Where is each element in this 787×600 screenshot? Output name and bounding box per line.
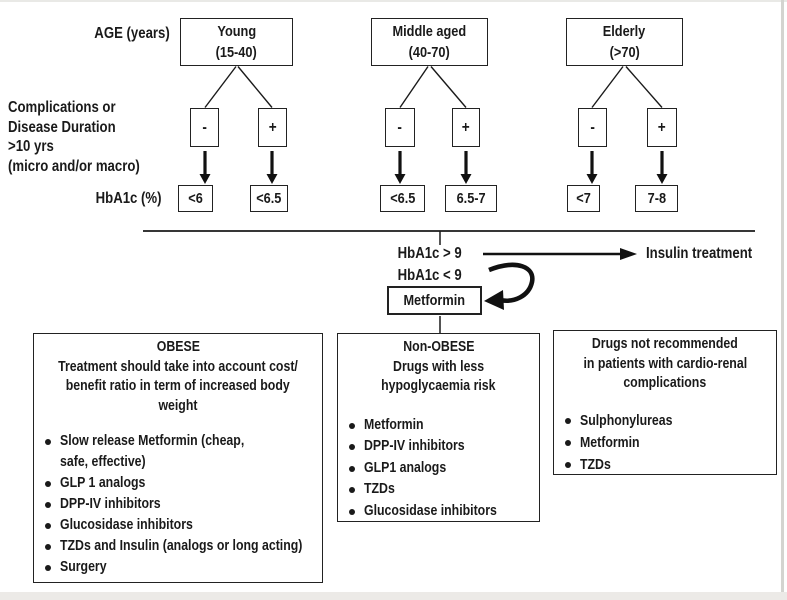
list-item: TZDs	[564, 454, 772, 476]
non-obese-box	[337, 333, 540, 522]
obese-subtitle: Treatment should take into account cost/ benefit ratio in term of increased body weight	[58, 358, 298, 414]
not-recommended-box	[553, 330, 777, 475]
obese-box	[33, 333, 323, 583]
non-obese-subtitle: Drugs with less hypoglycaemia risk	[381, 358, 496, 394]
age-box-young: Young (15-40)	[180, 18, 293, 66]
age-box-middle-aged: Middle aged (40-70)	[371, 18, 488, 66]
age-box-elderly: Elderly (>70)	[566, 18, 683, 66]
list-item: Metformin	[564, 432, 772, 454]
branch-minus-young: -	[190, 108, 219, 147]
non-obese-title: Non-OBESE	[402, 339, 475, 355]
hba1c-target-middle-minus: <6.5	[380, 185, 425, 212]
not-recommended-title: Drugs not recommended in patients with cardio-renal complications	[583, 336, 747, 391]
list-item: Surgery	[44, 557, 318, 578]
list-item: Sulphonylureas	[564, 410, 772, 432]
branch-lines	[205, 67, 662, 108]
insulin-treatment-label: Insulin treatment	[646, 245, 753, 262]
hba1c-target-elderly-plus: 7-8	[635, 185, 678, 212]
list-item: GLP1 analogs	[348, 458, 535, 480]
list-item: Metformin	[348, 415, 535, 437]
branch-minus-elderly: -	[578, 108, 607, 147]
list-item: Slow release Metformin (cheap, safe, effective)	[44, 431, 318, 473]
obese-drug-list	[34, 431, 322, 578]
list-item: Glucosidase inhibitors	[348, 501, 535, 523]
non-obese-drug-list	[338, 415, 539, 523]
hba1c-target-young-minus: <6	[178, 185, 213, 212]
not-recommended-drug-list	[554, 410, 776, 476]
obese-title: OBESE	[156, 339, 200, 355]
hba1c-target-elderly-minus: <7	[567, 185, 600, 212]
page-border-bottom	[0, 592, 787, 600]
list-item: DPP-IV inhibitors	[348, 436, 535, 458]
branch-plus-middle: +	[452, 108, 480, 147]
metformin-box: Metformin	[387, 286, 482, 315]
hba1c-axis-label: HbA1c (%)	[96, 190, 162, 207]
list-item: TZDs	[348, 479, 535, 501]
hba1c-gt9-label: HbA1c > 9	[397, 245, 463, 262]
branch-plus-elderly: +	[647, 108, 677, 147]
list-item: Glucosidase inhibitors	[44, 515, 318, 536]
list-item: GLP 1 analogs	[44, 473, 318, 494]
down-arrows	[200, 151, 668, 184]
branch-minus-middle: -	[385, 108, 415, 147]
age-axis-label: AGE (years)	[94, 25, 170, 42]
page-border-right	[781, 0, 784, 600]
branch-plus-young: +	[258, 108, 287, 147]
hba1c-target-middle-plus: 6.5-7	[445, 185, 497, 212]
list-item: DPP-IV inhibitors	[44, 494, 318, 515]
hba1c-target-young-plus: <6.5	[250, 185, 288, 212]
complications-label: Complications or Disease Duration >10 yrs (micro and/or macro)	[8, 99, 140, 175]
hba1c-lt9-label: HbA1c < 9	[397, 267, 463, 284]
page-border-top	[0, 0, 787, 2]
list-item: TZDs and Insulin (analogs or long acting)	[44, 536, 318, 557]
